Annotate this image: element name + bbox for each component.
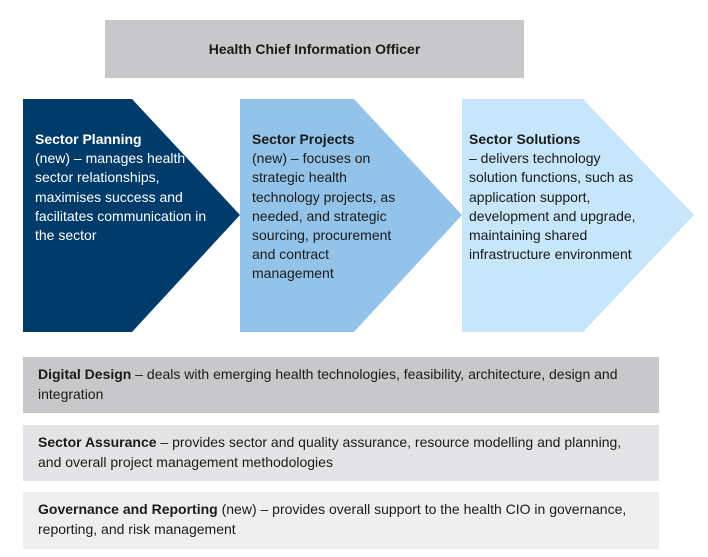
sector-assurance-body: – provides sector and quality assurance, resource modelling and planning, and overall project management methodologies (38, 434, 622, 470)
sector-projects-title: Sector Projects (252, 131, 355, 147)
sector-projects-text (252, 130, 407, 284)
sector-assurance-bar (23, 425, 659, 481)
sector-solutions-title: Sector Solutions (469, 131, 581, 147)
sector-planning-text (35, 130, 210, 245)
sector-planning-title: Sector Planning (35, 131, 142, 147)
digital-design-bar (23, 357, 659, 413)
sector-solutions-body: – delivers technology solution functions, such as application support, development and upgrade, maintaining shared infrastructure environment (469, 150, 636, 263)
header-title: Health Chief Information Officer (208, 41, 421, 57)
digital-design-title: Digital Design (38, 366, 132, 382)
governance-reporting-body: (new) – provides overall support to the health CIO in governance, reporting, and risk management (38, 501, 627, 537)
sector-projects-body: (new) – focuses on strategic health technology projects, as needed, and strategic sourcing, procurement and contract management (252, 150, 396, 282)
sector-assurance-title: Sector Assurance (38, 434, 157, 450)
sector-planning-body: (new) – manages health sector relationships, maximises success and facilitates communication in the sector (35, 150, 207, 244)
governance-reporting-bar (23, 492, 659, 549)
sector-solutions-text (469, 130, 649, 264)
digital-design-body: – deals with emerging health technologies, feasibility, architecture, design and integration (38, 366, 618, 402)
governance-reporting-title: Governance and Reporting (38, 501, 218, 517)
